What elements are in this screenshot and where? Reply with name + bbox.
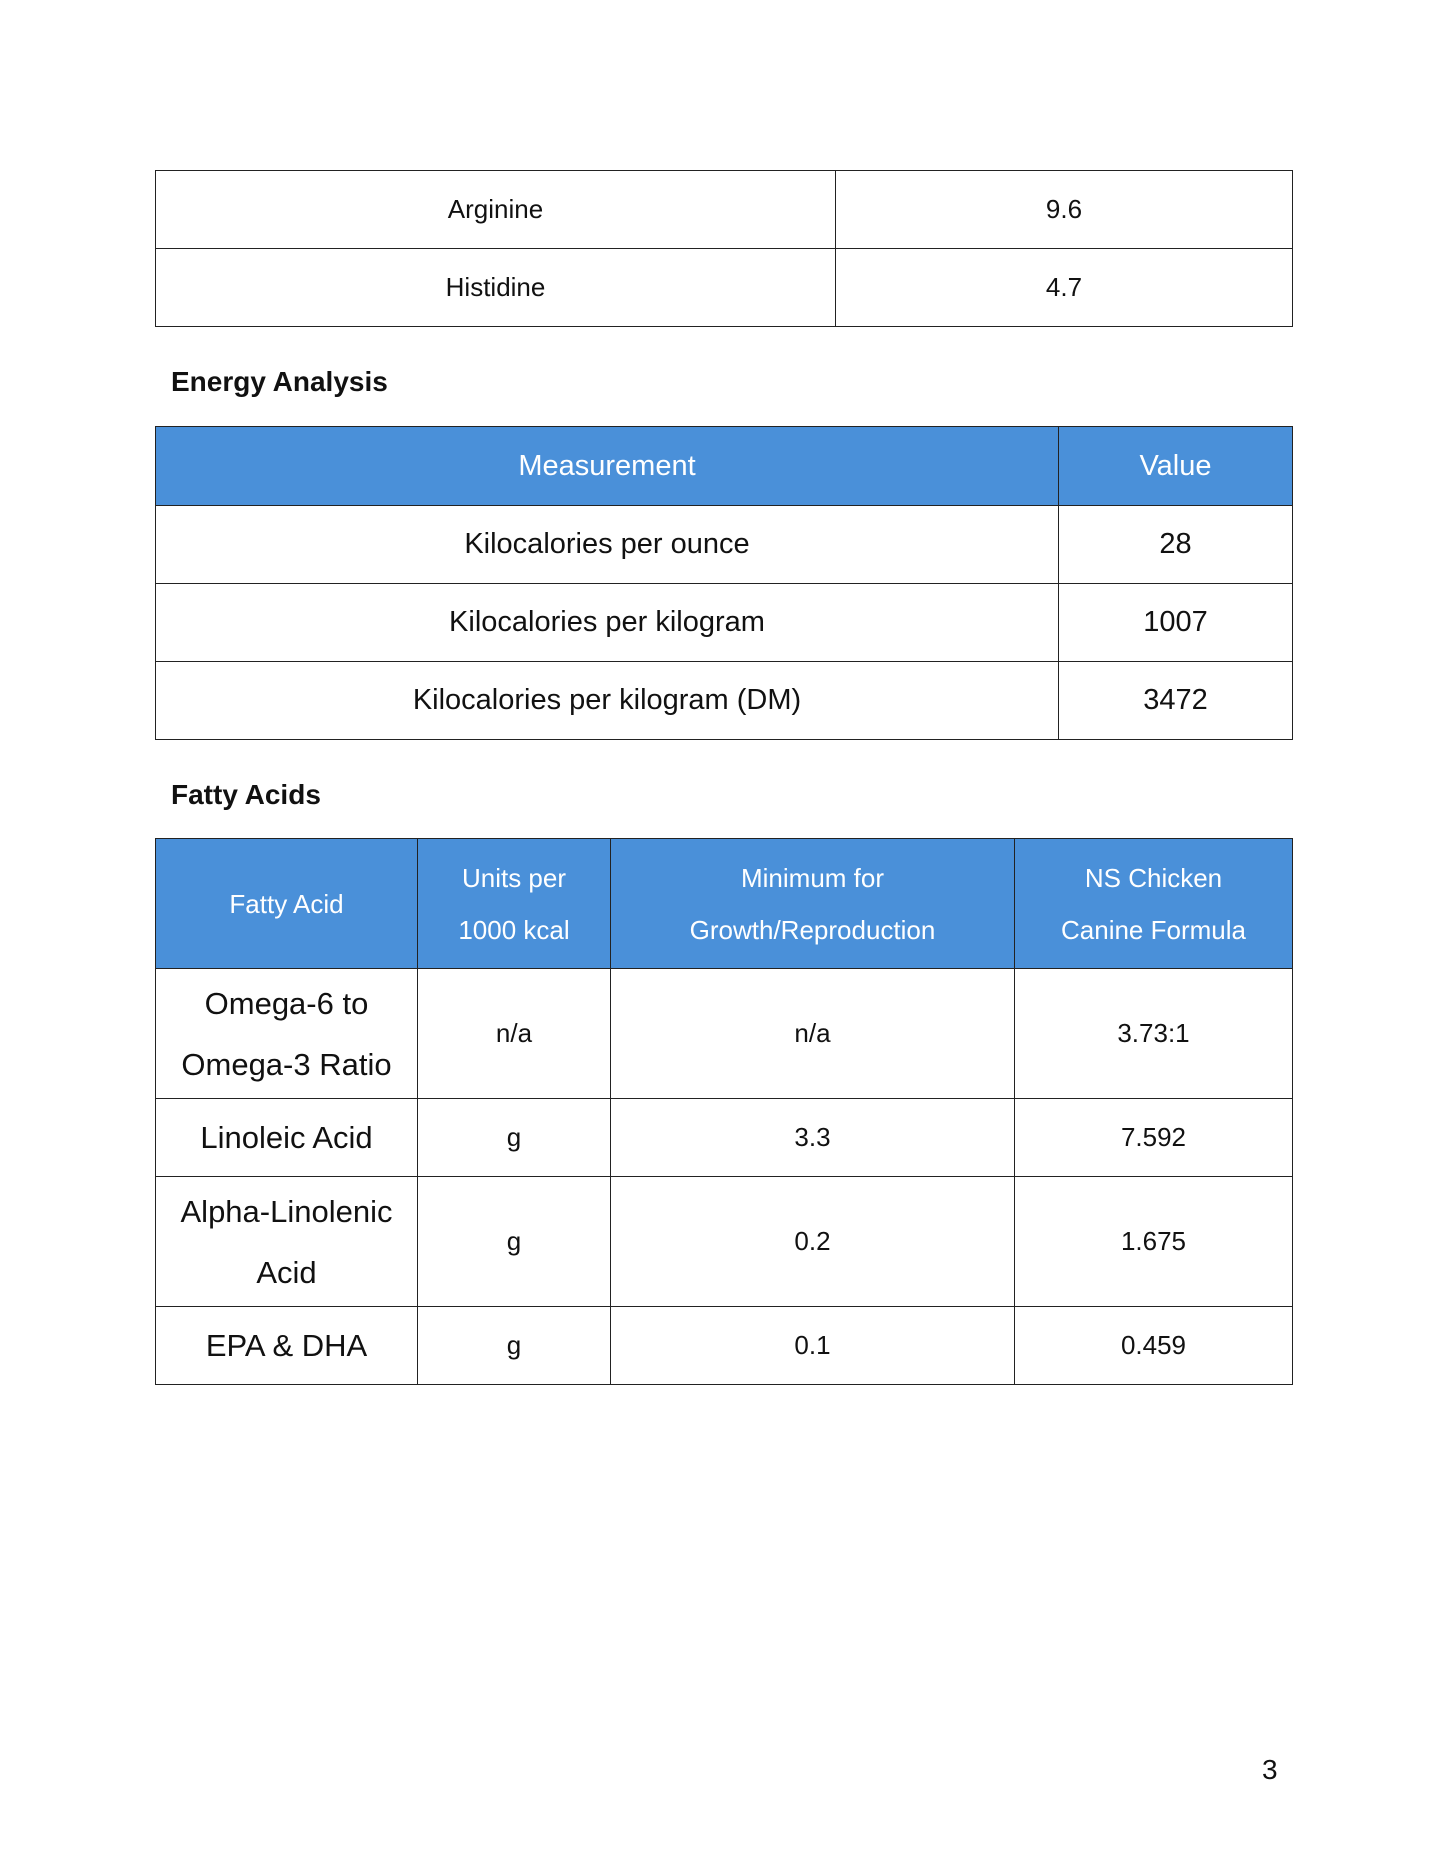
fatty-acid-name-cell (156, 1099, 418, 1177)
table-row (156, 1177, 1293, 1307)
formula-cell: 7.592 (1015, 1099, 1293, 1177)
formula-cell: 0.459 (1015, 1307, 1293, 1385)
amino-value-cell: 9.6 (836, 171, 1293, 249)
fatty-acid-name: Omega-6 to Omega-3 Ratio (181, 985, 392, 1082)
fatty-acid-name-cell (156, 1177, 418, 1307)
table-row (156, 584, 1293, 662)
column-header-formula (1015, 839, 1293, 969)
measurement-cell: Kilocalories per ounce (156, 506, 1059, 584)
value-cell: 1007 (1059, 584, 1293, 662)
minimum-cell: 0.2 (611, 1177, 1015, 1307)
measurement-cell: Kilocalories per kilogram (DM) (156, 662, 1059, 740)
column-header-measurement: Measurement (156, 427, 1059, 506)
column-header-units (418, 839, 611, 969)
minimum-cell: n/a (611, 969, 1015, 1099)
value-cell: 28 (1059, 506, 1293, 584)
header-text: Minimum for Growth/Reproduction (689, 862, 936, 945)
amino-name-cell: Arginine (156, 171, 836, 249)
header-text: Units per 1000 kcal (458, 862, 570, 945)
fatty-acid-name: Alpha-Linolenic Acid (180, 1193, 393, 1290)
header-text: NS Chicken Canine Formula (1061, 862, 1246, 945)
units-cell: g (418, 1307, 611, 1385)
amino-acid-table (155, 170, 1293, 327)
table-row (156, 171, 1293, 249)
units-cell: g (418, 1099, 611, 1177)
column-header-value: Value (1059, 427, 1293, 506)
fatty-acid-name: EPA & DHA (205, 1328, 368, 1363)
column-header-minimum (611, 839, 1015, 969)
minimum-cell: 0.1 (611, 1307, 1015, 1385)
units-cell: n/a (418, 969, 611, 1099)
fatty-acids-table (155, 838, 1293, 1385)
section-heading-fatty-acids: Fatty Acids (171, 779, 321, 810)
formula-cell: 3.73:1 (1015, 969, 1293, 1099)
minimum-cell: 3.3 (611, 1099, 1015, 1177)
header-text: Fatty Acid (229, 888, 344, 919)
value-cell: 3472 (1059, 662, 1293, 740)
table-row (156, 1099, 1293, 1177)
table-row (156, 249, 1293, 327)
section-heading-energy: Energy Analysis (171, 366, 388, 397)
page-number: 3 (1262, 1754, 1278, 1785)
amino-value-cell: 4.7 (836, 249, 1293, 327)
energy-analysis-table (155, 426, 1293, 740)
fatty-acid-name-cell (156, 969, 418, 1099)
table-row (156, 1307, 1293, 1385)
column-header-fatty-acid (156, 839, 418, 969)
fatty-acid-name-cell (156, 1307, 418, 1385)
fatty-acid-name: Linoleic Acid (200, 1120, 373, 1155)
table-row (156, 969, 1293, 1099)
formula-cell: 1.675 (1015, 1177, 1293, 1307)
table-header-row (156, 839, 1293, 969)
table-row (156, 506, 1293, 584)
table-header-row (156, 427, 1293, 506)
units-cell: g (418, 1177, 611, 1307)
measurement-cell: Kilocalories per kilogram (156, 584, 1059, 662)
amino-name-cell: Histidine (156, 249, 836, 327)
table-row (156, 662, 1293, 740)
